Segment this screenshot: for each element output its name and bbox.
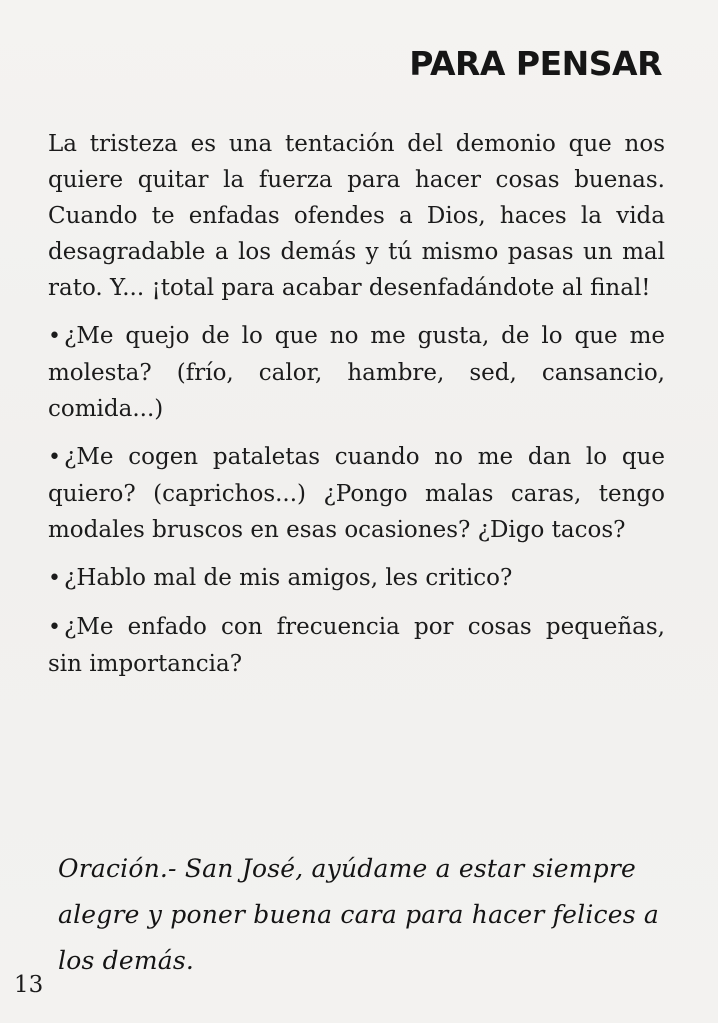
- main-text: [48, 126, 665, 694]
- bullet-icon: •: [48, 615, 61, 640]
- question-item: [48, 560, 665, 597]
- bullet-icon: •: [48, 324, 61, 349]
- bullet-icon: •: [48, 445, 61, 470]
- question-text: ¿Me quejo de lo que no me gusta, de lo que me molesta? (frío, calor, hambre, sed, cansancio, comida...): [48, 323, 665, 422]
- page-title: PARA PENSAR: [409, 44, 662, 83]
- question-item: [48, 439, 665, 548]
- question-text: ¿Me cogen pataletas cuando no me dan lo que quiero? (caprichos...) ¿Pongo malas caras, tengo modales bruscos en esas ocasiones? ¿Digo tacos?: [48, 444, 665, 543]
- question-text: ¿Me enfado con frecuencia por cosas pequeñas, sin importancia?: [48, 614, 665, 677]
- prayer-text: San José, ayúdame a estar siempre alegre y poner buena cara para hacer felices a los demás.: [58, 854, 659, 975]
- question-text: ¿Hablo mal de mis amigos, les critico?: [64, 565, 513, 591]
- intro-paragraph: La tristeza es una tentación del demonio que nos quiere quitar la fuerza para hacer cosas buenas. Cuando te enfadas ofendes a Dios, haces la vida desagradable a los demás y tú mismo pasas un mal rato. Y... ¡total para acabar desenfadándote al final!: [48, 131, 665, 301]
- prayer-block: [58, 846, 668, 984]
- bullet-icon: •: [48, 566, 61, 591]
- prayer-label: Oración.-: [58, 854, 177, 883]
- question-item: [48, 609, 665, 682]
- question-item: [48, 318, 665, 427]
- page-number: 13: [14, 972, 44, 998]
